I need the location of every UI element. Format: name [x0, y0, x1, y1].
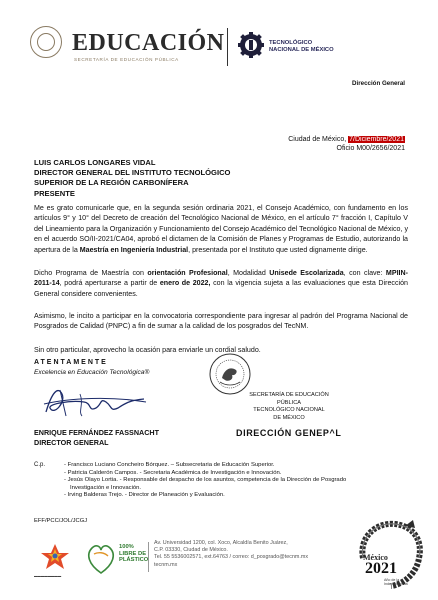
signer-title: DIRECTOR GENERAL	[34, 437, 109, 447]
closing-motto: Excelencia en Educación Tecnológica®	[34, 369, 150, 376]
p1-text-a: Me es grato comunicarle que, en la segunda sesión ordinaria 2021, el Consejo Académico, con fundamento en los artículos 9° y 10° del Decreto de creación del Tecnológico Nacional de México, en el artículo 7° fracción I, Capítulo V del Lineamiento para la Organización y Funcionamiento del Consejo Académico del Tecnológico Nacional de México, y en el acuerdo SO/II-2021/CA04, aprobó el dictamen de la Comisión de Planes y Programas de Estudio, autorizando la apertura de la	[34, 204, 408, 254]
recipient-presente: PRESENTE	[34, 188, 75, 198]
closing-atentamente: ATENTAMENTE	[34, 359, 108, 366]
plastic-free-text	[119, 544, 148, 564]
tecnm-name-line1: TECNOLÓGICO	[269, 40, 313, 46]
p2-text-f: con la vigencia sujeta a las evaluaciones que esta Dirección General considere convenientes.	[34, 279, 408, 298]
p2-modality: Unisede Escolarizada	[269, 269, 344, 277]
tecnm-name	[269, 40, 334, 54]
mexico-label: México	[363, 553, 388, 562]
address-line: C.P. 03330, Ciudad de México.	[154, 547, 228, 554]
address-line: Av. Universidad 1200, col. Xoco, Alcaldía Benito Juárez,	[154, 540, 288, 546]
stamp-text	[237, 392, 341, 422]
ccp-item: - Irving Balderas Trejo. - Director de Planeación y Evaluación.	[64, 492, 225, 499]
stamp-line-3: DE MÉXICO	[273, 414, 305, 421]
p2-text-d: , con clave:	[343, 269, 386, 277]
ccp-label: C.p.	[34, 462, 46, 468]
footer-divider	[148, 542, 149, 572]
year-subtitle-1: Año de la	[384, 578, 400, 582]
footer-logo1-caption: ▬▬▬▬▬▬▬▬	[34, 574, 62, 578]
official-eagle-seal-icon	[208, 352, 252, 396]
department-label: Dirección General	[352, 80, 405, 87]
header-divider	[227, 28, 228, 66]
reference-initials: EFF/PCC/JOL/JCGJ	[34, 518, 88, 524]
plastic-free-line3: PLÁSTICO	[119, 557, 149, 564]
tecnm-name-line2: NACIONAL DE MÉXICO	[269, 47, 334, 53]
stamp-direccion: DIRECCIÓN GENEP^L	[236, 428, 342, 438]
plastic-free-line2: LIBRE DE	[119, 550, 147, 557]
plastic-free-line1: 100%	[119, 544, 134, 550]
recipient-title-2: SUPERIOR DE LA REGIÓN CARBONÍFERA	[34, 178, 189, 188]
date-line	[288, 136, 405, 143]
p2-text-a: Dicho Programa de Maestría con	[34, 269, 148, 277]
recipient-block	[34, 158, 230, 199]
ccp-item: - Patricia Calderón Campos. - Secretaria Académica de Investigación e Innovación.	[64, 469, 282, 476]
paragraph-3: Asimismo, le incito a participar en la convocatoria correspondiente para ingresar al padrón del Programa Nacional de Posgrados de Calidad (PNPC) a fin de sumar a la calidad de los posgrados del TecNM.	[34, 312, 408, 331]
signer-block	[34, 428, 159, 448]
oficio-number: Oficio M00/2656/2021	[336, 145, 405, 152]
paragraph-1	[34, 203, 408, 255]
year-subtitle-2: Independencia	[384, 582, 408, 587]
footer-address	[154, 540, 334, 569]
p2-start-date: enero de 2022,	[159, 279, 211, 288]
ccp-item: - Francisco Luciano Concheiro Bórquez. – Subsecretaria de Educación Superior.	[64, 462, 275, 468]
p2-text-c: , Modalidad	[227, 269, 270, 277]
p2-orientation: orientación Profesional	[147, 269, 228, 277]
paragraph-2	[34, 268, 408, 299]
paragraph-4: Sin otro particular, aprovecho la ocasión para enviarle un cordial saludo.	[34, 346, 261, 354]
sep-seal-inner-icon	[37, 33, 55, 51]
header-subtitle: SECRETARÍA DE EDUCACIÓN PÚBLICA	[74, 57, 179, 62]
plastic-free-logo-icon	[84, 540, 118, 576]
contact-line: Tel. 55 5536002571, ext.64763 / correo: d_posgrado@tecnm.mx	[154, 554, 309, 561]
p2-text-e: , podrá aperturarse a partir de	[59, 279, 160, 288]
website-line: tecnm.mx	[154, 561, 178, 568]
recipient-title-1: DIRECTOR GENERAL DEL INSTITUTO TECNOLÓGICO	[34, 168, 231, 178]
gender-equality-logo-icon	[34, 542, 76, 572]
ccp-item: - Jesús Olayo Lortia. - Responsable del despacho de los asuntos, competencia de la Dirección de Posgrado	[64, 477, 347, 484]
stamp-line-2: TECNOLÓGICO NACIONAL	[253, 407, 325, 414]
ccp-item: Investigación e Innovación.	[70, 484, 142, 491]
handwritten-signature	[40, 382, 150, 422]
date-prefix: Ciudad de México,	[288, 136, 349, 143]
signer-name: ENRIQUE FERNÁNDEZ FASSNACHT	[34, 428, 159, 437]
p2-key: MPIIN-2011-14	[34, 269, 408, 288]
recipient-name: LUIS CARLOS LONGARES VIDAL	[34, 158, 156, 167]
ccp-list	[64, 462, 394, 500]
header-title: EDUCACIÓN	[72, 30, 225, 56]
date-value: 7/Diciembre/2021	[349, 136, 404, 143]
year-subtitle	[384, 578, 408, 586]
p1-program-name: Maestría en Ingeniería Industrial	[79, 245, 189, 254]
year-label: 2021	[365, 560, 397, 577]
p1-text-c: , presentada por el Instituto que usted dignamente dirige.	[188, 245, 368, 254]
stamp-line-1: SECRETARÍA DE EDUCACIÓN PÚBLICA	[249, 392, 329, 406]
tecnm-gear-logo-icon	[238, 32, 264, 58]
